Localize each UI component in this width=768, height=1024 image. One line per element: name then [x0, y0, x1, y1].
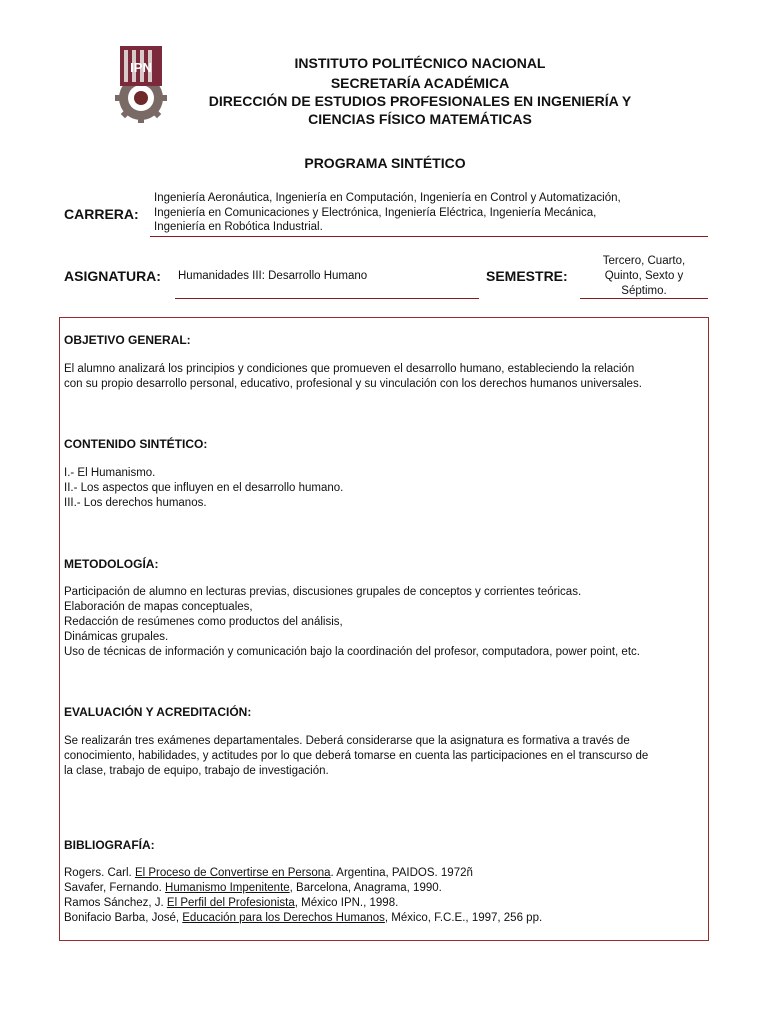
contenido-item: I.- El Humanismo.	[64, 467, 156, 479]
evaluacion-line: Se realizarán tres exámenes departamentales. Deberá considerarse que la asignatura es formativa a través de	[64, 735, 630, 747]
carrera-line: Ingeniería en Comunicaciones y Electrónica, Ingeniería Eléctrica, Ingeniería Mecánica,	[154, 206, 597, 219]
asignatura-value: Humanidades III: Desarrollo Humano	[178, 270, 368, 282]
semestre-value	[583, 254, 705, 299]
logo-text: IPN	[130, 60, 152, 75]
semestre-line: Séptimo.	[621, 285, 667, 297]
ipn-logo	[112, 44, 170, 124]
bibliografia-body	[64, 866, 704, 926]
carrera-value	[154, 191, 710, 235]
secretaria-name: SECRETARÍA ACADÉMICA	[330, 75, 510, 91]
program-title: PROGRAMA SINTÉTICO	[304, 155, 466, 171]
carrera-underline	[150, 236, 708, 237]
direccion-line-1: DIRECCIÓN DE ESTUDIOS PROFESIONALES EN INGENIERÍA Y	[208, 93, 632, 109]
contenido-title: CONTENIDO SINTÉTICO:	[64, 437, 208, 451]
asignatura-underline	[175, 298, 479, 299]
book-title: Humanismo Impenitente	[165, 882, 290, 894]
asignatura-label: ASIGNATURA:	[64, 268, 161, 284]
book-title: Educación para los Derechos Humanos	[182, 912, 385, 924]
book-title: El Proceso de Convertirse en Persona	[134, 867, 331, 879]
direccion-line-2: CIENCIAS FÍSICO MATEMÁTICAS	[308, 111, 532, 127]
bibliografia-entry: Rogers. Carl. El Proceso de Convertirse en Persona. Argentina, PAIDOS. 1972ñ	[64, 867, 473, 879]
objetivo-line: El alumno analizará los principios y condiciones que promueven el desarrollo humano, estableciendo la relación	[64, 363, 635, 375]
bibliografia-entry: Savafer, Fernando. Humanismo Impenitente, Barcelona, Anagrama, 1990.	[64, 882, 442, 894]
metodologia-line: Redacción de resúmenes como productos del análisis,	[64, 616, 343, 628]
metodologia-line: Dinámicas grupales.	[64, 631, 169, 643]
evaluacion-line: conocimiento, habilidades, y actitudes por lo que deberá tomarse en cuenta las participaciones en el transcurso de	[64, 750, 649, 762]
metodologia-title: METODOLOGÍA:	[64, 557, 159, 571]
carrera-line: Ingeniería en Robótica Industrial.	[154, 221, 323, 233]
semestre-underline	[580, 298, 708, 299]
evaluacion-body	[64, 734, 704, 779]
metodologia-line: Elaboración de mapas conceptuales,	[64, 601, 253, 613]
metodologia-line: Uso de técnicas de información y comunicación bajo la coordinación del profesor, computadora, power point, etc.	[64, 646, 640, 658]
book-title: El Perfil del Profesionista	[166, 897, 295, 909]
semestre-line: Quinto, Sexto y	[604, 270, 684, 282]
bibliografia-entry: Bonifacio Barba, José, Educación para los Derechos Humanos, México, F.C.E., 1997, 256 pp.	[64, 912, 543, 924]
bibliografia-title: BIBLIOGRAFÍA:	[64, 838, 155, 852]
metodologia-body	[64, 585, 704, 660]
carrera-label: CARRERA:	[64, 206, 139, 222]
evaluacion-line: la clase, trabajo de equipo, trabajo de investigación.	[64, 765, 329, 777]
ipn-logo-graphic	[112, 44, 170, 124]
evaluacion-title: EVALUACIÓN Y ACREDITACIÓN:	[64, 705, 252, 719]
contenido-item: II.- Los aspectos que influyen en el desarrollo humano.	[64, 482, 344, 494]
contenido-body	[64, 466, 704, 511]
objetivo-body	[64, 362, 704, 392]
carrera-line: Ingeniería Aeronáutica, Ingeniería en Computación, Ingeniería en Control y Automatización,	[154, 192, 621, 204]
objetivo-title: OBJETIVO GENERAL:	[64, 333, 191, 347]
objetivo-line: con su propio desarrollo personal, educativo, profesional y su vinculación con los derechos humanos universales.	[64, 378, 642, 390]
bibliografia-entry: Ramos Sánchez, J. El Perfil del Profesionista, México IPN., 1998.	[64, 897, 399, 909]
contenido-item: III.- Los derechos humanos.	[64, 497, 207, 509]
semestre-label: SEMESTRE:	[486, 268, 568, 284]
metodologia-line: Participación de alumno en lecturas previas, discusiones grupales de conceptos y corrientes teóricas.	[64, 586, 582, 598]
institution-name: INSTITUTO POLITÉCNICO NACIONAL	[294, 55, 546, 71]
semestre-line: Tercero, Cuarto,	[602, 255, 686, 267]
